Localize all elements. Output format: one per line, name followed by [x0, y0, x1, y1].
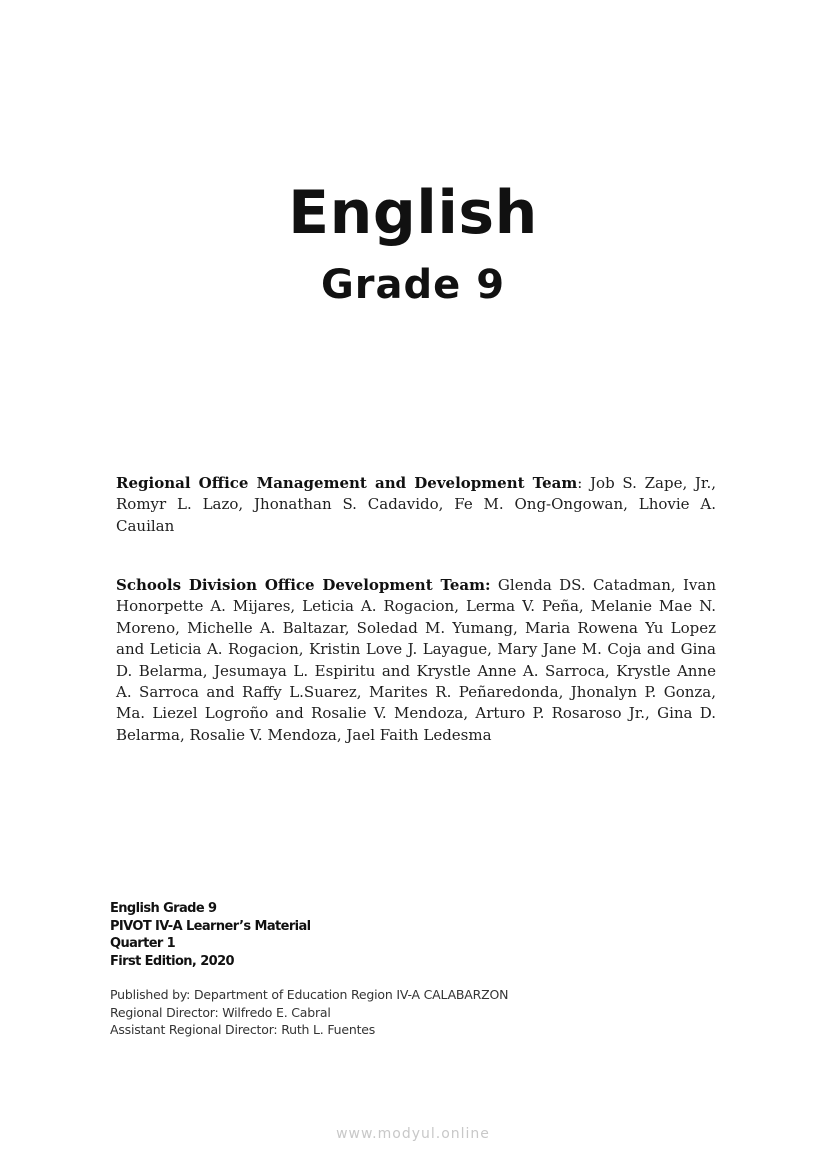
document-subtitle: Grade 9: [320, 262, 506, 308]
edition-info: [110, 900, 311, 970]
publisher-info: [110, 986, 508, 1039]
regional-team-label: Regional Office Management and Development Team: [116, 474, 578, 492]
published-by: Published by: Department of Education Region IV-A CALABARZON: [110, 987, 509, 1002]
regional-director: Regional Director: Wilfredo E. Cabral: [110, 1004, 331, 1020]
watermark-text: www.modyul.online: [336, 1126, 490, 1142]
regional-team-members: : Job S. Zape, Jr., Romyr L. Lazo, Jhonathan S. Cadavido, Fe M. Ong-Ongowan, Lhovie A. Cauilan: [116, 474, 716, 535]
edition-year: First Edition, 2020: [110, 953, 234, 969]
edition-quarter: Quarter 1: [110, 936, 176, 951]
division-team-label: Schools Division Office Development Team:: [116, 576, 491, 594]
edition-subject: English Grade 9: [110, 901, 217, 916]
regional-team-paragraph: [116, 473, 716, 537]
division-team-members: Glenda DS. Catadman, Ivan Honorpette A. Mijares, Leticia A. Rogacion, Lerma V. Peña, Melanie Mae N. Moreno, Michelle A. Baltazar, Soledad M. Yumang, Maria Rowena Yu Lopez and Leticia A. Rogacion, Kristin Love J. Layague, Mary Jane M. Coja and Gina D. Belarma, Jesumaya L. Espiritu and Krystle Anne A. Sarroca, Krystle Anne A. Sarroca and Raffy L.Suarez, Marites R. Peñaredonda, Jhonalyn P. Gonza, Ma. Liezel Logroño and Rosalie V. Mendoza, Arturo P. Rosaroso Jr., Gina D. Belarma, Rosalie V. Mendoza, Jael Faith Ledesma: [116, 576, 716, 744]
assistant-regional-director: Assistant Regional Director: Ruth L. Fuentes: [110, 1022, 376, 1037]
division-team-paragraph: [116, 575, 716, 746]
document-title: English: [288, 178, 538, 248]
edition-material: PIVOT IV-A Learner’s Material: [110, 918, 311, 934]
